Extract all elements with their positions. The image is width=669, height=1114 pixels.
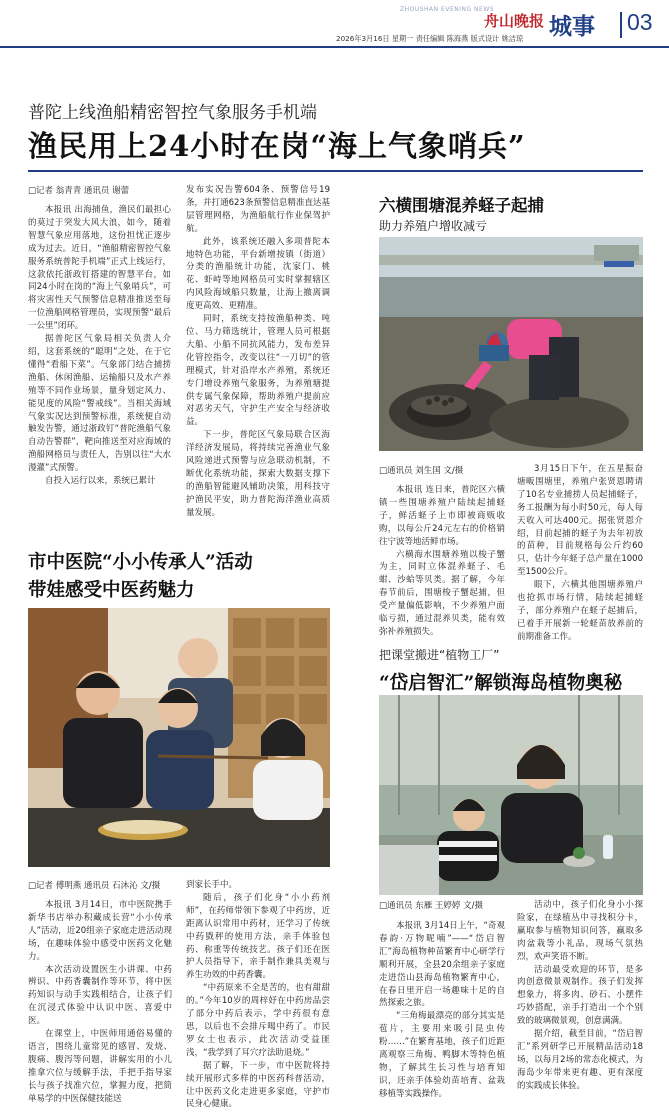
lead-kicker: 普陀上线渔船精密智控气象服务手机端 bbox=[28, 103, 317, 123]
newspaper-logo: 舟山晚报 bbox=[484, 12, 545, 30]
lead-paragraph: 此外，该系统还融入多项普陀本地特色功能，平台新增按镇（街道）分类的渔船统计功能，沈家门、桃花、虾峙等地网格员可实时掌握辖区内风险海域船只数量，让海上撤离调度更高效、更精准。 bbox=[186, 236, 330, 312]
page-number: 03 bbox=[627, 9, 653, 35]
plant-paragraph: 活动最受欢迎的环节，是多肉创意微景观制作。孩子们发挥想象力，将多肉、砂石、小摆件巧妙搭配，亲手打造出一个个别致的玻璃微景观，创意满满。 bbox=[517, 964, 643, 1027]
leech-caption: □通讯员 刘生国 文/摄 bbox=[379, 466, 464, 476]
plant-paragraph: 活动中，孩子们化身小小探险家，在绿植丛中寻找积分卡，赢取参与植物知识问答，赢取多肉盆栽等小礼品，现场气氛热烈，欢声笑语不断。 bbox=[517, 900, 643, 962]
lead-byline: □记者 翁青青 通讯员 谢蕾 bbox=[28, 186, 130, 196]
lead-paragraph: 本报讯 出海捕鱼，渔民们最担心的莫过于突发大风大浪，如今，随着智慧气象应用落地，这份担忧正逐步成为过去。近日，“渔船精密智控气象服务系统普陀手机端”正式上线运行，这款依托浙政钉搭建的智慧平台，如同24小时在岗的“海上气象哨兵”，可将灾害性天气预警信息精准推送至每一位渔船网格管理员，实现预警“最后一公里”闭环。 bbox=[28, 205, 171, 332]
masthead-divider bbox=[620, 12, 622, 38]
leech-paragraph: 3月15日下午，在五星振奋塘畈围塘里，养殖户张贤恩聘请了10名专业捕捞人员起捕蛏子，务工报酬为每小时50元，每人每天收入可达400元。据张贤恩介绍，目前起捕的蛏子为去年初放的苗种，目前规格每公斤约60只，估计今年蛏子总产量在1000至1500公斤。 bbox=[517, 464, 643, 578]
clam-harvest-photo bbox=[379, 237, 643, 451]
hospital-paragraph: 本次活动设置医生小讲课、中药辨识、中药香囊制作等环节，将中医药知识与动手实践相结合，让孩子们在沉浸式体验中认识中医、喜爱中医。 bbox=[28, 964, 172, 1027]
plant-title: “岱启智汇”解锁海岛植物奥秘 bbox=[379, 673, 623, 694]
leech-column-2 bbox=[517, 463, 643, 644]
lead-paragraph: 下一步，普陀区气象局联合区海洋经济发展局，将持续完善渔业气象风险递进式预警与应急联动机制，不断优化系统功能，探索大数据支撑下的渔船智能避风辅助决策，用科技守护渔民平安，助力普陀海洋渔业高质量发展。 bbox=[186, 430, 330, 518]
lead-column-2 bbox=[186, 184, 330, 520]
tcm-kids-photo bbox=[28, 608, 330, 867]
leech-paragraph: 本报讯 连日来，普陀区六横镇一些围塘养殖户陆续起捕蛏子，鲜活蛏子上市即被商贩收购，以每公斤24元左右的价格销往宁波等地活鲜市场。 bbox=[379, 485, 505, 547]
tcm-kids-illustration bbox=[28, 608, 330, 867]
masthead-rule bbox=[0, 46, 669, 48]
plant-workshop-photo bbox=[379, 695, 643, 895]
lead-column-1 bbox=[28, 204, 171, 488]
section-name: 城事 bbox=[549, 13, 595, 40]
plant-paragraph: “三角梅最漂亮的部分其实是苞片，主要用来吸引昆虫传粉……”在繁育基地，孩子们近距离观察三角梅、鸭脚木等特色植物，了解其生长习性与培育知识，还亲手体验幼苗培育、盆栽移植等实践操作。 bbox=[379, 1011, 505, 1099]
plant-column-2 bbox=[517, 899, 643, 1093]
plant-kicker: 把课堂搬进“植物工厂” bbox=[379, 648, 500, 662]
lead-rule bbox=[28, 170, 643, 172]
lead-paragraph: 自投入运行以来，系统已累计 bbox=[45, 476, 156, 487]
plant-paragraph: 据介绍，截至目前，“岱启智汇”系列研学已开展精品活动18场，以每月2场的常态化模式，为海岛少年带来更有趣、更有深度的实践成长体验。 bbox=[517, 1029, 643, 1091]
plant-workshop-illustration bbox=[379, 695, 643, 895]
plant-column-1 bbox=[379, 920, 505, 1101]
hospital-caption: □记者 傅明燕 通讯员 石沐沁 文/摄 bbox=[28, 881, 161, 891]
date-line: 2026年3月16日 星期一 责任编辑 陈海燕 版式设计 姚洁琼 bbox=[336, 34, 524, 43]
hospital-title-line2: 带娃感受中医药魅力 bbox=[28, 580, 195, 601]
leech-column-1 bbox=[379, 484, 505, 639]
lead-paragraph: 据普陀区气象局相关负责人介绍，这套系统的“聪明”之处，在于它懂得“看船下菜”。气象部门结合捕捞渔船、休闲渔船、运输船只及水产养殖等不同作业场景，量身划定风力、能见度的风险“警戒线”。当相关海域气象实况达到预警标准，系统便自动触发告警，通过浙政钉“普陀渔船气象自动告警群”，靶向推送至对应海域的渔船网格员与责任人，告别以往“大水漫灌”式预警。 bbox=[28, 334, 171, 474]
plant-caption: □通讯员 东雁 王婷婷 文/摄 bbox=[379, 901, 484, 911]
hospital-paragraph: 在课堂上，中医师用通俗易懂的语言，围绕儿童常见的感冒、发烧、腹痛、腹泻等问题，讲解实用的小儿推拿穴位与缓解手法，手把手指导家长与孩子找准穴位，掌握力度，把简单易学的中医保健技能送 bbox=[28, 1029, 172, 1104]
leech-paragraph: 六横海水围塘养殖以梭子蟹为主，同时立体混养蛏子、毛蚶、沙蛤等贝类。据了解，今年春节前后，围塘梭子蟹起捕，但受产量偏低影响，不少养殖户面临亏损，通过混养贝类，能有效弥补养殖损失。 bbox=[379, 549, 505, 637]
masthead-subtitle: ZHOUSHAN EVENING NEWS bbox=[400, 6, 495, 13]
leech-subtitle: 助力养殖户增收减亏 bbox=[379, 219, 488, 233]
hospital-paragraph: 到家长手中。 bbox=[186, 880, 238, 890]
clam-harvest-illustration bbox=[379, 237, 643, 451]
hospital-paragraph: “中药原来不全是苦的，也有甜甜的。”今年10岁的周梓妤在中药房品尝了部分中药后表示，学中药很有意思，以后也不会排斥喝中药了。市民罗女士也表示，此次活动受益匪浅，“我学到了耳穴疗法助退烧。” bbox=[186, 983, 330, 1058]
hospital-paragraph: 据了解，下一步，市中医院将持续开展形式多样的中医药科普活动，让中医药文化走进更多家庭，守护市民身心健康。 bbox=[186, 1060, 330, 1110]
hospital-paragraph: 随后，孩子们化身“小小药剂师”，在药师带领下参观了中药房，近距离认识常用中药材，还学习了传统中药戥秤的使用方法，亲手体验包药、称重等传统技艺。孩子们还在医护人员指导下，亲手制作兼具美观与养生功效的中药香囊。 bbox=[186, 892, 330, 981]
lead-paragraph: 同时，系统支持按渔船种类、吨位、马力筛选统计，管理人员可根据大船、小船不同抗风能力，发布差异化管控指令，改变以往“一刀切”的管理模式，针对沿岸水产养殖，系统还专门增设养殖气象服务，为养殖塘提供专属气象保障，帮助养殖户提前应对恶劣天气，守护生产安全与经济收益。 bbox=[186, 314, 330, 428]
hospital-column-2 bbox=[186, 879, 330, 1111]
leech-title: 六横围塘混养蛏子起捕 bbox=[379, 196, 544, 215]
hospital-title-line1: 市中医院“小小传承人”活动 bbox=[28, 552, 253, 573]
hospital-column-1 bbox=[28, 899, 172, 1106]
plant-paragraph: 本报讯 3月14日上午，“奇观春韵·万物昵喃”——“岱启智汇”海岛植物种苗繁育中心研学行顺利开展，全县20余组亲子家庭走进岱山县海岛植物繁育中心，在春日里开启一场趣味十足的自然探索之旅。 bbox=[379, 921, 505, 1009]
lead-headline: 渔民用上24小时在岗“海上气象哨兵” bbox=[28, 129, 526, 163]
lead-paragraph: 发布实况告警604条、预警信号19条，并打通623条预警信息精准直达基层管理网格，为渔船航行作业保驾护航。 bbox=[186, 185, 330, 234]
leech-paragraph: 眼下，六横其他围塘养殖户也抢抓市场行情，陆续起捕蛏子，部分养殖户在蛏子起捕后，已着手开展新一轮蛏苗放养前的前期准备工作。 bbox=[517, 580, 643, 642]
hospital-paragraph: 本报讯 3月14日，市中医院携手新华书店举办积藏成长营“小小传承人”活动，近20组亲子家庭走进活动现场，在趣味体验中感受中医药文化魅力。 bbox=[28, 900, 172, 962]
